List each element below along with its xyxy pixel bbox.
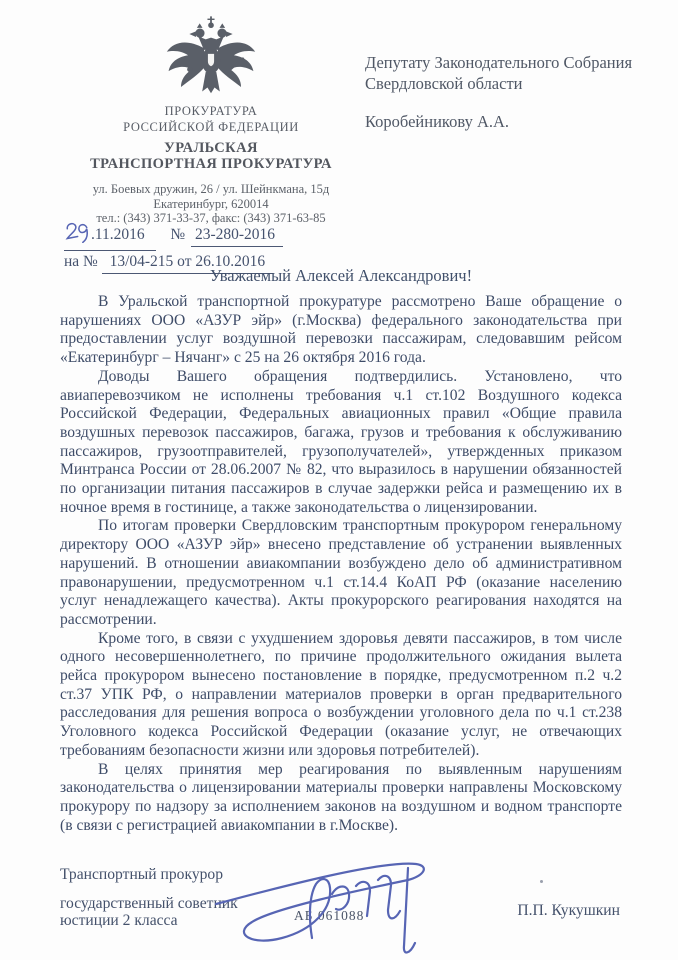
letterhead-form-number: АБ 061088: [294, 908, 365, 923]
number-sign: №: [170, 226, 186, 243]
org-country-line2: РОССИЙСКОЙ ФЕДЕРАЦИИ: [123, 120, 299, 134]
org-address-phone: тел.: (343) 371-33-37, факс: (343) 371-63-85: [96, 211, 326, 225]
body-paragraph-1: В Уральской транспортной прокуратуре рассмотрено Ваше обращение о нарушениях ООО «АЗУР эйр» (г.Москва) федерального законодательства при предоставлении услуг воздушной перевозки пассажирам, следовавшим рейсом «Екатеринбург – Нячанг» с 25 на 26 октября 2016 года.: [60, 293, 622, 367]
signer-position: Транспортный прокурор: [60, 866, 224, 883]
scan-speck: [540, 880, 543, 883]
letterhead: [55, 16, 367, 226]
coat-of-arms-icon: [55, 16, 367, 102]
org-title-line1: УРАЛЬСКАЯ: [164, 140, 258, 156]
addressee-line2: Свердловской области: [365, 74, 523, 93]
body-paragraph-3: По итогам проверки Свердловским транспортным прокурором генеральному директору ООО «АЗУР эйр» внесено представление об устранении выявленных нарушений. В отношении авиакомпании возбуждено дело об административном правонарушении, предусмотренном ч.1 ст.14.4 КоАП РФ (оказание населению услуг ненадлежащего качества). Акты прокурорского реагирования находятся на рассмотрении.: [60, 517, 622, 628]
org-address-street: ул. Боевых дружин, 26 / ул. Шейнкмана, 15д: [92, 182, 330, 196]
org-country-line1: ПРОКУРАТУРА: [164, 104, 258, 118]
signer-name: П.П. Кукушкин: [517, 902, 620, 919]
addressee-line1: Депутату Законодательного Собрания: [365, 53, 633, 72]
handwritten-date-ink: [64, 221, 90, 250]
org-title-line2: ТРАНСПОРТНАЯ ПРОКУРАТУРА: [90, 155, 332, 172]
incoming-number: 13/04-215 от 26.10.2016: [109, 253, 266, 270]
body-paragraph-4: Кроме того, в связи с ухудшением здоровья девяти пассажиров, в том числе одного несовершеннолетнего, по причине продолжительного ожидания вылета рейса прокурором вынесено постановление в порядке, предусмотренном п.2 ч.2 ст.37 УПК РФ, о направлении материалов проверки в орган предварительного расследования для решения вопроса о возбуждении уголовного дела по ч.1 ст.238 Уголовного кодекса Российской Федерации (оказание услуг, не отвечающих требованиям безопасности жизни или здоровья потребителей).: [60, 629, 622, 759]
body-paragraph-2: Доводы Вашего обращения подтвердились. Установлено, что авиаперевозчиком не исполнены требования ч.1 ст.102 Воздушного кодекса Российской Федерации, Федеральных авиационных правил «Общие правила воздушных перевозок пассажиров, багажа, грузов и требования к обслуживанию пассажиров, грузоотправителей, грузополучателей», утвержденных приказом Минтранса России от 28.06.2007 № 82, что выразилось в нарушении обязанностей по организации питания пассажиров в случае задержки рейса и размещению их в ночное время в гостинице, а также законодательства о лицензировании.: [60, 367, 622, 516]
date-printed: .11.2016: [91, 226, 145, 243]
letter-body: [60, 293, 622, 835]
body-paragraph-5: В целях принятия мер реагирования по выявленным нарушениям законодательства о лицензировании материалы проверки направлены Московскому прокурору по надзору за исполнением законов на воздушном и водном транспорте (в связи с регистрацией авиакомпании в г.Москве).: [60, 760, 622, 834]
signature-block: [60, 866, 622, 956]
signer-rank-line1: государственный советник: [60, 895, 238, 912]
org-address-city: Екатеринбург, 620014: [153, 196, 269, 211]
addressee-block: [365, 52, 665, 132]
outgoing-number: 23-280-2016: [194, 226, 276, 243]
signer-rank-line2: юстиции 2 класса: [60, 912, 178, 929]
reply-label: на №: [64, 253, 98, 270]
addressee-name: Коробейникову А.А.: [365, 112, 510, 131]
salutation: Уважаемый Алексей Александрович!: [209, 266, 473, 285]
